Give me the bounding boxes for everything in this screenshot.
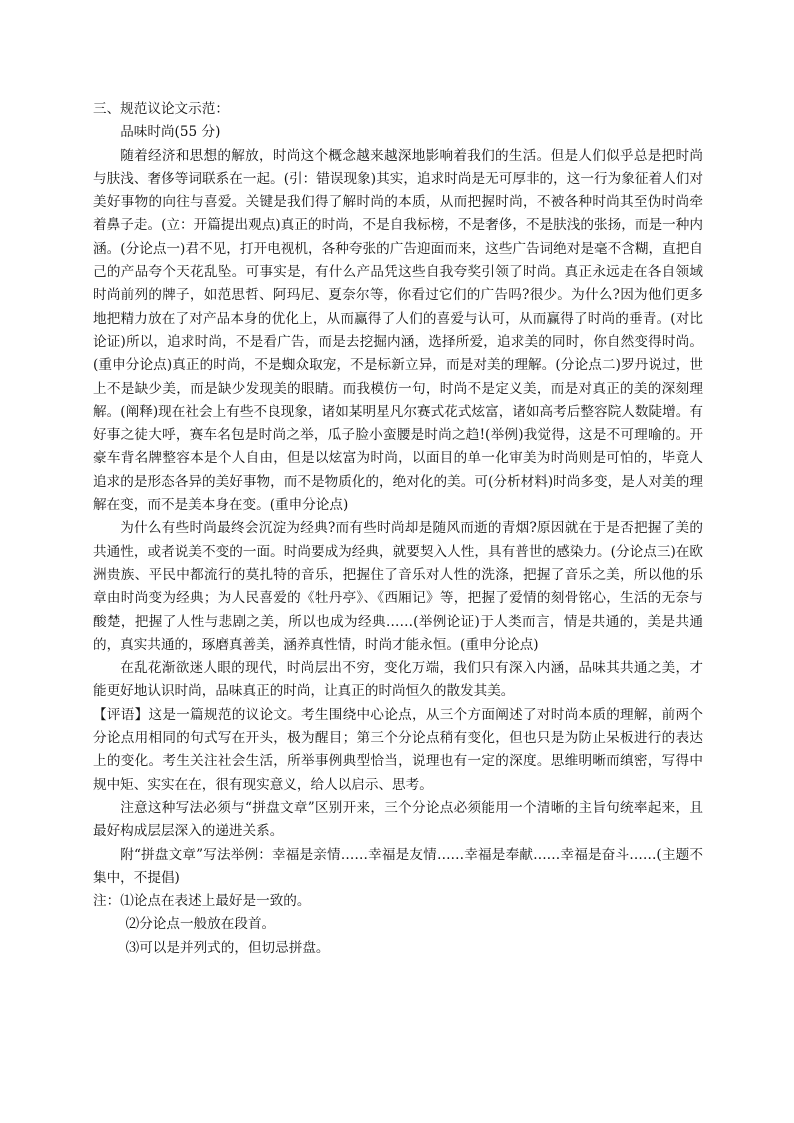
note-item-2: ⑵分论点一般放在段首。 [125,916,276,933]
essay-paragraph-2: 为什么有些时尚最终会沉淀为经典?而有些时尚却是随风而逝的青烟?原因就在于是否把握了美的共通性，或者说美不变的一面。时尚要成为经典，就要契入人性，具有普世的感染力。(分论点三)在欧洲贵族、平民中都流行的莫扎特的音乐，把握住了音乐对人性的洗涤，把握了音乐之美，所以他的乐章由时尚变为经典；为人民喜爱的《牡丹亭》、《西厢记》等，把握了爱情的刻骨铭心，生活的无奈与酸楚，把握了人性与悲剧之美，所以也成为经典……(举例论证)于人类而言，情是共通的，美是共通的，真实共通的，琢磨真善美，涵养真性情，时尚才能永恒。(重申分论点) [93,520,703,653]
essay-title: 品味时尚(55 分) [120,124,221,141]
comment-label: 【评语】 [93,706,149,723]
comment-paragraph [93,704,703,797]
note-item-3: ⑶可以是并列式的，但切忌拼盘。 [125,939,330,956]
document-page [93,98,703,960]
note-item-1: ⑴论点在表述上最好是一致的。 [120,893,311,910]
essay-paragraph-3: 在乱花渐欲迷人眼的现代，时尚层出不穷，变化万端，我们只有深入内涵，品味其共通之美，才能更好地认识时尚，品味真正的时尚，让真正的时尚恒久的散发其美。 [93,660,703,700]
section-heading: 三、规范议论文示范： [93,101,229,117]
essay-paragraph-1: 随着经济和思想的解放，时尚这个概念越来越深地影响着我们的生活。但是人们似乎总是把时尚与肤浅、奢侈等词联系在一起。(引：错误现象)其实，追求时尚是无可厚非的，这一行为象征着人们对美好事物的向往与喜爱。关键是我们得了解时尚的本质，从而把握时尚，不被各种时尚其至伪时尚牵着鼻子走。(立：开篇提出观点)真正的时尚，不是自我标榜，不是奢侈，不是肤浅的张扬，而是一种内涵。(分论点一)君不见，打开电视机，各种夸张的广告迎面而来，这些广告词绝对是毫不含糊，直把自己的产品夸个天花乱坠。可事实是，有什么产品凭这些自我夸奖引领了时尚。真正永远走在各自领域时尚前列的牌子，如范思哲、阿玛尼、夏奈尔等，你看过它们的广告吗?很少。为什么?因为他们更多地把精力放在了对产品本身的优化上，从而赢得了人们的喜爱与认可，从而赢得了时尚的垂青。(对比论证)所以，追求时尚，不是看广告，而是去挖掘内涵，选择所爱，追求美的同时，你自然变得时尚。(重申分论点)真正的时尚，不是蜘众取宠，不是标新立异，而是对美的理解。(分论点二)罗丹说过，世上不是缺少美，而是缺少发现美的眼睛。而我模仿一句，时尚不是定义美，而是对真正的美的深刻理解。(阐释)现在社会上有些不良现象，诸如某明星凡尔赛式花式炫富，诸如高考后整容院人数陡增。有好事之徒大呼，赛车名包是时尚之举，瓜子脸小蛮腰是时尚之趋!(举例)我觉得，这是不可理喻的。开豪车背名牌整容本是个人自由，但是以炫富为时尚，以面目的单一化审美为时尚则是可怕的，毕竟人追求的是形态各异的美好事物，而不是物质化的，绝对化的美。可(分析材料)时尚多变，是人对美的理解在变，而不是美本身在变。(重申分论点) [93,147,703,514]
comment-text: 这是一篇规范的议论文。考生围绕中心论点，从三个方面阐述了对时尚本质的理解，前两个分论点用相同的句式写在开头，极为醒目；第三个分论点稍有变化，但也只是为防止呆板进行的表达上的变化。考生关注社会生活，所举事例典型恰当，说理也有一定的深度。思维明晰而缜密，写得中规中矩、实实在在，很有现实意义，给人以启示、思考。 [93,706,704,793]
notes-label: 注： [93,893,121,910]
notes-heading [93,890,703,913]
attention-paragraph: 注意这种写法必须与“拼盘文章”区别开来，三个分论点必须能用一个清晰的主旨句统率起来，且最好构成层层深入的递进关系。 [93,799,703,840]
appendix-paragraph: 附“拼盘文章”写法举例：幸福是亲情……幸福是友情……幸福是奉献……幸福是奋斗……(主题不集中，不提倡) [93,846,703,886]
